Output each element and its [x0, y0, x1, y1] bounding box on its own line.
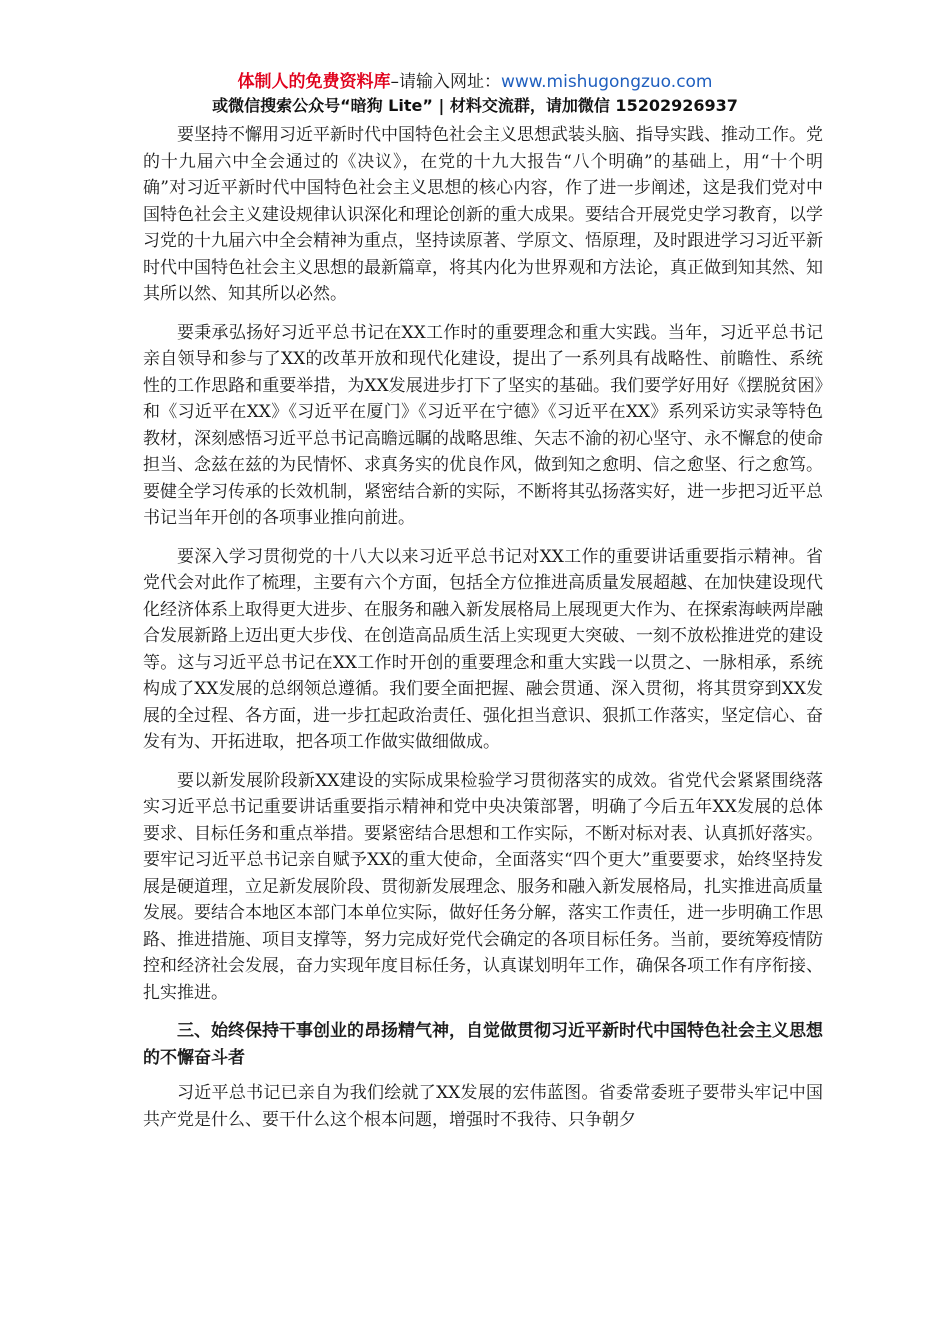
header-ad-line	[0, 70, 950, 94]
header-url-link[interactable]: www.mishugongzuo.com	[500, 72, 713, 92]
header-wechat-line: 或微信搜索公众号“暗狗 Lite” | 材料交流群，请加微信 15202926937	[212, 96, 738, 115]
paragraph-5: 习近平总书记已亲自为我们绘就了XX发展的宏伟蓝图。省委常委班子要带头牢记中国共产党是什么、要干什么这个根本问题，增强时不我待、只争朝夕	[143, 1083, 823, 1130]
header-prompt: –请输入网址：	[390, 72, 501, 92]
paragraph-1: 要坚持不懈用习近平新时代中国特色社会主义思想武装头脑、指导实践、推动工作。党的十九届六中全会通过的《决议》，在党的十九大报告“八个明确”的基础上，用“十个明确”对习近平新时代中国特色社会主义思想的核心内容，作了进一步阐述，这是我们党对中国特色社会主义建设规律认识深化和理论创新的重大成果。要结合开展党史学习教育，以学习党的十九届六中全会精神为重点，坚持读原著、学原文、悟原理，及时跟进学习习近平新时代中国特色社会主义思想的最新篇章，将其内化为世界观和方法论，真正做到知其然、知其所以然、知其所以必然。	[143, 125, 823, 304]
document-body	[143, 122, 823, 1145]
paragraph-3: 要深入学习贯彻党的十八大以来习近平总书记对XX工作的重要讲话重要指示精神。省党代会对此作了梳理，主要有六个方面，包括全方位推进高质量发展超越、在加快建设现代化经济体系上取得更大进步、在服务和融入新发展格局上展现更大作为、在探索海峡两岸融合发展新路上迈出更大步伐、在创造高品质生活上实现更大突破、一刻不放松推进党的建设等。这与习近平总书记在XX工作时开创的重要理念和重大实践一以贯之、一脉相承，系统构成了XX发展的总纲领总遵循。我们要全面把握、融会贯通、深入贯彻，将其贯穿到XX发展的全过程、各方面，进一步扛起政治责任、强化担当意识、狠抓工作落实，坚定信心、奋发有为、开拓进取，把各项工作做实做细做成。	[143, 546, 823, 752]
paragraph-2: 要秉承弘扬好习近平总书记在XX工作时的重要理念和重大实践。当年，习近平总书记亲自领导和参与了XX的改革开放和现代化建设，提出了一系列具有战略性、前瞻性、系统性的工作思路和重要举措，为XX发展进步打下了坚实的基础。我们要学好用好《摆脱贫困》和《习近平在XX》《习近平在厦门》《习近平在宁德》《习近平在XX》系列采访实录等特色教材，深刻感悟习近平总书记高瞻远瞩的战略思维、矢志不渝的初心坚守、永不懈怠的使命担当、念兹在兹的为民情怀、求真务实的优良作风，做到知之愈明、信之愈坚、行之愈笃。要健全学习传承的长效机制，紧密结合新的实际，不断将其弘扬落实好，进一步把习近平总书记当年开创的各项事业推向前进。	[143, 322, 823, 528]
section-heading-3: 三、始终保持干事创业的昂扬精气神，自觉做贯彻习近平新时代中国特色社会主义思想的不懈奋斗者	[143, 1021, 823, 1068]
page-header	[0, 70, 950, 118]
paragraph-4: 要以新发展阶段新XX建设的实际成果检验学习贯彻落实的成效。省党代会紧紧围绕落实习近平总书记重要讲话重要指示精神和党中央决策部署，明确了今后五年XX发展的总体要求、目标任务和重点举措。要紧密结合思想和工作实际，不断对标对表、认真抓好落实。要牢记习近平总书记亲自赋予XX的重大使命，全面落实“四个更大”重要要求，始终坚持发展是硬道理，立足新发展阶段、贯彻新发展理念、服务和融入新发展格局，扎实推进高质量发展。要结合本地区本部门本单位实际，做好任务分解，落实工作责任，进一步明确工作思路、推进措施、项目支撑等，努力完成好党代会确定的各项目标任务。当前，要统筹疫情防控和经济社会发展，奋力实现年度目标任务，认真谋划明年工作，确保各项工作有序衔接、扎实推进。	[143, 770, 823, 1003]
header-brand: 体制人的免费资料库	[237, 72, 391, 92]
